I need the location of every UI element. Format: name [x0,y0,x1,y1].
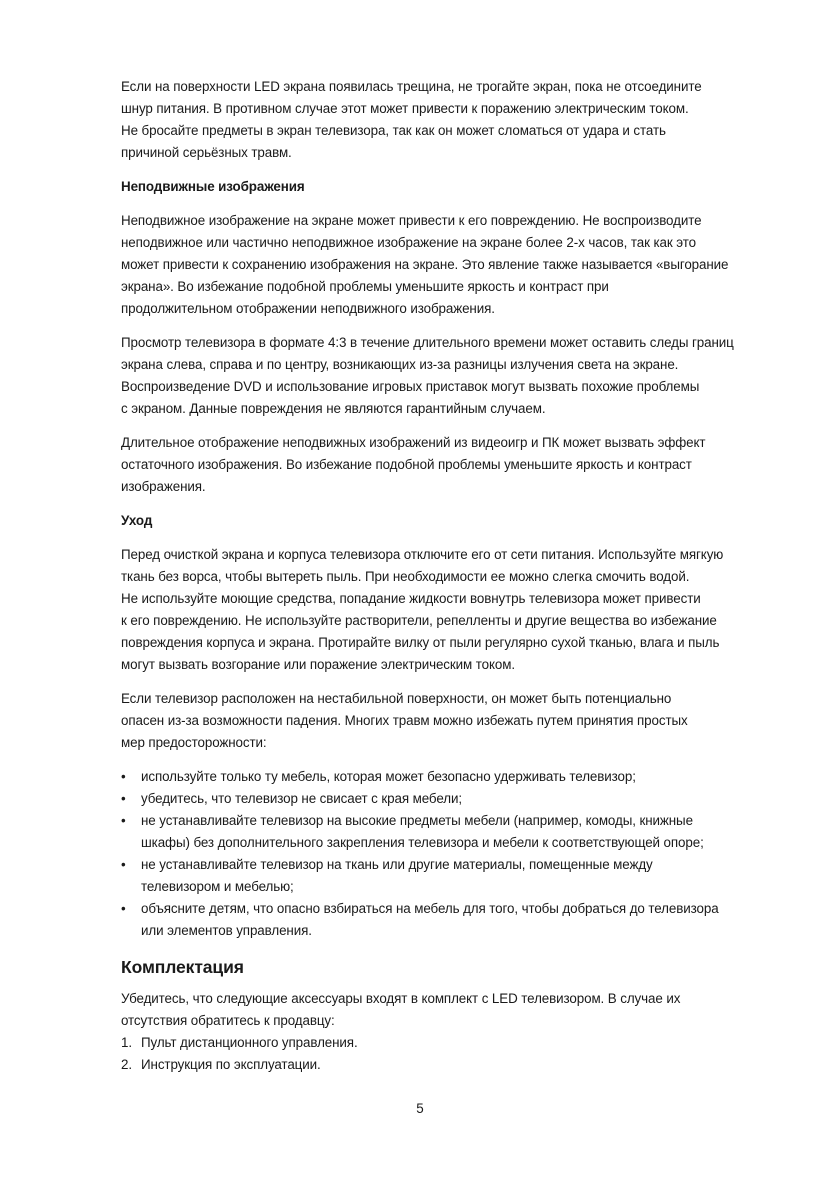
document-page [121,76,783,1076]
text-line: остаточного изображения. Во избежание подобной проблемы уменьшите яркость и контраст [121,457,692,472]
safety-bullet-list [121,766,783,942]
text-line: Длительное отображение неподвижных изображений из видеоигр и ПК может вызвать эффект [121,435,706,450]
list-number: 2. [121,1057,132,1072]
bullet-icon: • [121,769,126,784]
list-item [121,1032,783,1054]
section-heading-package: Комплектация [121,957,244,977]
text-line: продолжительном отображении неподвижного изображения. [121,301,495,316]
text-line: Если телевизор расположен на нестабильной поверхности, он может быть потенциально [121,691,672,706]
text-line: телевизором и мебелью; [141,879,294,894]
text-line: или элементов управления. [141,923,312,938]
text-line: опасен из-за возможности падения. Многих травм можно избежать путем принятия простых [121,713,688,728]
section-heading-care: Уход [121,513,153,528]
text-line: шкафы) без дополнительного закрепления телевизора и мебели к соответствующей опоре; [141,835,704,850]
page-number: 5 [416,1101,424,1116]
text-line: неподвижное или частично неподвижное изображение на экране более 2-х часов, так как это [121,235,696,250]
text-line: убедитесь, что телевизор не свисает с края мебели; [141,791,462,806]
text-line: могут вызвать возгорание или поражение электрическим током. [121,657,515,672]
text-line: мер предосторожности: [121,735,267,750]
list-item-text: Инструкция по эксплуатации. [141,1057,321,1072]
text-line: Не бросайте предметы в экран телевизора, так как он может сломаться от удара и стать [121,123,666,138]
text-line: отсутствия обратитесь к продавцу: [121,1013,335,1028]
text-line: Если на поверхности LED экрана появилась трещина, не трогайте экран, пока не отсоедините [121,79,702,94]
text-line: Перед очисткой экрана и корпуса телевизора отключите его от сети питания. Используйте мягкую [121,547,724,562]
section-heading-still-images: Неподвижные изображения [121,179,305,194]
package-items-list [121,1032,783,1076]
text-line: используйте только ту мебель, которая может безопасно удерживать телевизор; [141,769,636,784]
text-line: повреждения корпуса и экрана. Протирайте вилку от пыли регулярно сухой тканью, влага и пыль [121,635,720,650]
still-images-paragraph-3 [121,432,783,498]
text-line: Убедитесь, что следующие аксессуары входят в комплект с LED телевизором. В случае их [121,991,681,1006]
still-images-paragraph-2 [121,332,783,420]
bullet-icon: • [121,813,126,828]
list-item [121,810,783,854]
text-line: ткань без ворса, чтобы вытереть пыль. При необходимости ее можно слегка смочить водой. [121,569,690,584]
intro-paragraph [121,76,783,164]
list-item [121,766,783,788]
bullet-icon: • [121,791,126,806]
text-line: Неподвижное изображение на экране может привести к его повреждению. Не воспроизводите [121,213,702,228]
text-line: может привести к сохранению изображения на экране. Это явление также называется «выгорание [121,257,729,272]
text-line: шнур питания. В противном случае этот может привести к поражению электрическим током. [121,101,689,116]
care-paragraph-2 [121,688,783,754]
text-line: причиной серьёзных травм. [121,145,292,160]
text-line: Не используйте моющие средства, попадание жидкости вовнутрь телевизора может привести [121,591,701,606]
text-line: не устанавливайте телевизор на ткань или другие материалы, помещенные между [141,857,653,872]
bullet-icon: • [121,857,126,872]
list-item [121,898,783,942]
text-line: экрана». Во избежание подобной проблемы уменьшите яркость и контраст при [121,279,609,294]
text-line: изображения. [121,479,206,494]
list-number: 1. [121,1035,132,1050]
text-line: Просмотр телевизора в формате 4:3 в течение длительного времени может оставить следы границ [121,335,734,350]
text-line: к его повреждению. Не используйте растворители, репелленты и другие вещества во избежание [121,613,717,628]
text-line: экрана слева, справа и по центру, возникающих из-за разницы излучения света на экране. [121,357,679,372]
text-line: не устанавливайте телевизор на высокие предметы мебели (например, комоды, книжные [141,813,693,828]
care-paragraph-1 [121,544,783,676]
package-paragraph [121,988,783,1032]
text-line: объясните детям, что опасно взбираться на мебель для того, чтобы добраться до телевизора [141,901,719,916]
list-item [121,854,783,898]
text-line: с экраном. Данные повреждения не являются гарантийным случаем. [121,401,546,416]
list-item [121,788,783,810]
list-item [121,1054,783,1076]
still-images-paragraph-1 [121,210,783,320]
text-line: Воспроизведение DVD и использование игровых приставок могут вызвать похожие проблемы [121,379,700,394]
list-item-text: Пульт дистанционного управления. [141,1035,358,1050]
bullet-icon: • [121,901,126,916]
